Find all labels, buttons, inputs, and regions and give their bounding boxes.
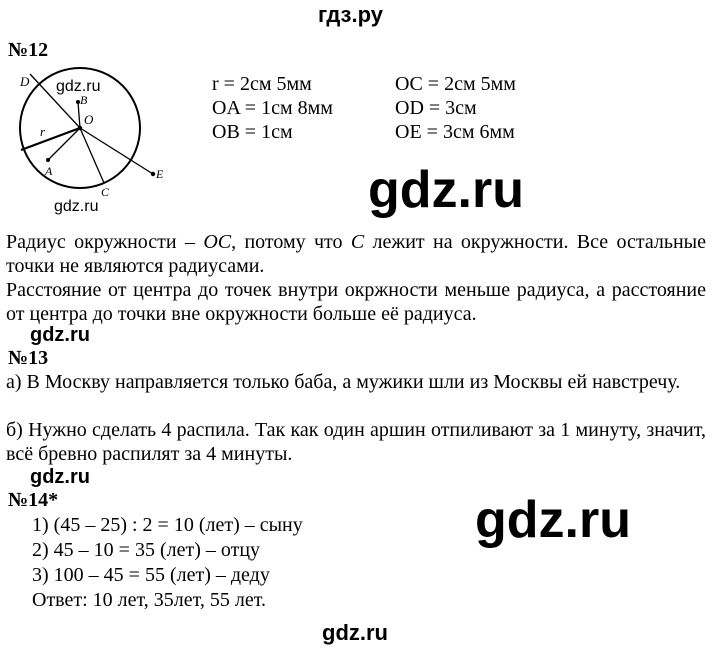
label-d: D [20,74,30,89]
point-a [46,158,50,162]
label-c: C [101,185,110,199]
watermark-big-1: gdz.ru [368,161,524,219]
given-oc: OC = 2см 5мм [395,73,516,95]
label-o: O [84,112,94,127]
task-13-number: №13 [8,347,49,369]
given-ob: OB = 1см [212,121,293,143]
watermark-small-2: gdz.ru [54,198,99,215]
watermark-small-3: gdz.ru [30,324,90,346]
label-b: B [80,93,88,107]
task-14-answer: Ответ: 10 лет, 35лет, 55 лет. [32,589,266,611]
point-e [151,172,155,176]
watermark-small-4: gdz.ru [30,466,90,488]
given-od: OD = 3см [395,97,477,119]
task-14-line-1: 1) (45 – 25) : 2 = 10 (лет) – сыну [32,514,303,536]
watermark-big-2: gdz.ru [475,491,631,549]
point-o [78,126,82,130]
label-e: E [156,167,164,181]
task-13-answer-a: а) В Москву направляется только баба, а мужики шли из Москвы ей навстречу. [6,371,681,393]
segment-r [21,128,80,150]
given-oa: OA = 1см 8мм [212,97,333,119]
task-14-line-2: 2) 45 – 10 = 35 (лет) – отцу [32,539,261,561]
task-13-answer-b: б) Нужно сделать 4 распила. Так как один аршин отпиливают за 1 минуту, значит, всё бревно распилят за 4 минуты. [6,419,706,465]
task-12-number: №12 [8,39,49,61]
label-r: r [40,124,46,139]
segment-oe [80,128,153,174]
given-oe: OE = 3см 6мм [395,121,515,143]
watermark-footer: gdz.ru [322,620,388,645]
task-12-paragraph-1: Радиус окружности – OC, потому что C лежит на окружности. Все остальные точки не являются радиусами. [6,231,706,277]
given-r: r = 2см 5мм [212,73,312,95]
task-12-paragraph-2: Расстояние от центра до точек внутри окржности меньше радиуса, а расстояние от центра до точки вне окружности больше её радиуса. [6,279,706,325]
watermark-small-1: gdz.ru [56,78,101,95]
label-a: A [45,164,53,178]
task-14-line-3: 3) 100 – 45 = 55 (лет) – деду [32,564,270,586]
site-header: гдз.ру [318,2,383,27]
task-14-number: №14* [8,489,59,511]
